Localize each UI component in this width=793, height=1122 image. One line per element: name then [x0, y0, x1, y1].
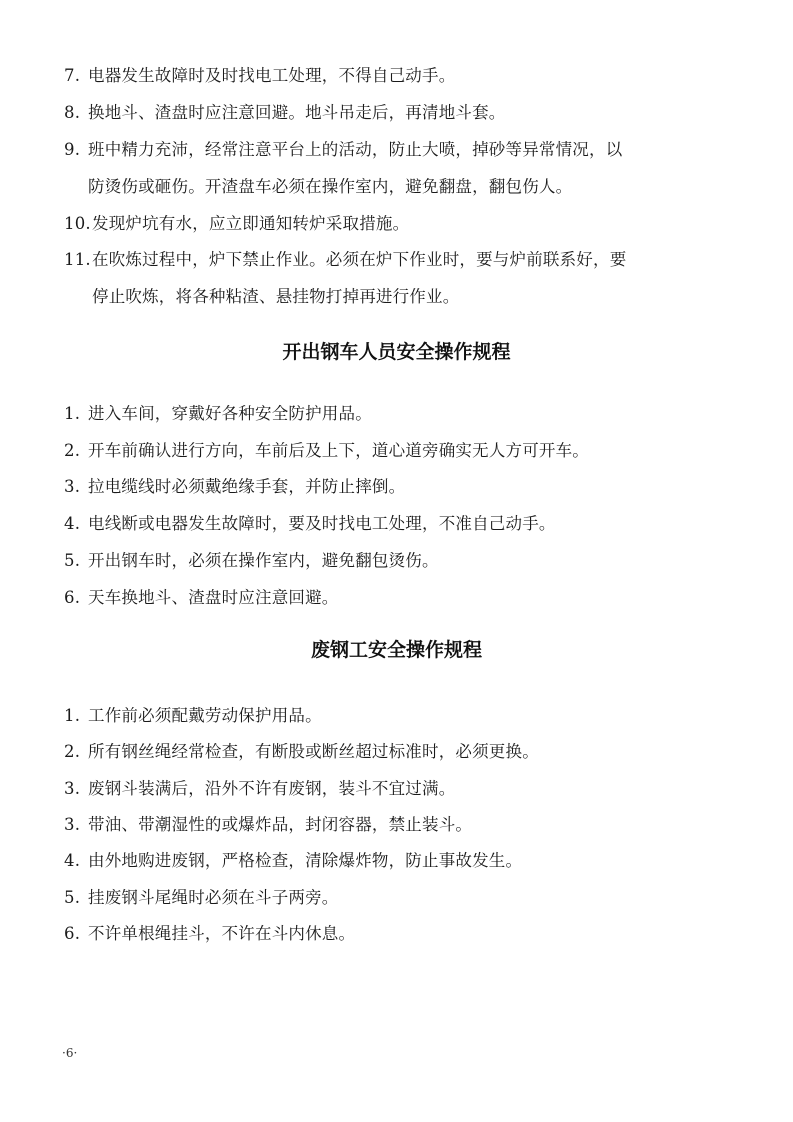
- list-item: [64, 588, 339, 608]
- item-text: 开出钢车时，必须在操作室内，避免翻包烫伤。: [88, 551, 439, 570]
- list-item: [64, 888, 339, 908]
- item-text: 由外地购进废钢，严格检查，清除爆炸物，防止事故发生。: [88, 851, 523, 870]
- list-item: [64, 924, 355, 944]
- list-item: [64, 815, 472, 835]
- list-item: [64, 140, 622, 160]
- item-number: 5.: [64, 888, 81, 907]
- item-number: 4.: [64, 851, 81, 870]
- item-text: 电器发生故障时及时找电工处理，不得自己动手。: [88, 66, 456, 85]
- item-text: 开车前确认进行方向，车前后及上下，道心道旁确实无人方可开车。: [88, 441, 589, 460]
- item-text: 挂废钢斗尾绳时必须在斗子两旁。: [88, 888, 339, 907]
- item-number: 4.: [64, 514, 81, 533]
- item-number: 5.: [64, 551, 81, 570]
- list-item-continuation: 防烫伤或砸伤。开渣盘车必须在操作室内，避免翻盘，翻包伤人。: [88, 177, 573, 196]
- item-text: 废钢斗装满后，沿外不许有废钢，装斗不宜过满。: [88, 779, 456, 798]
- item-text: 换地斗、渣盘时应注意回避。地斗吊走后，再清地斗套。: [88, 103, 506, 122]
- item-number: 1.: [64, 404, 81, 423]
- list-item: [64, 851, 522, 871]
- list-item: [64, 706, 322, 726]
- list-item: [64, 514, 556, 534]
- item-text: 在吹炼过程中，炉下禁止作业。必须在炉下作业时，要与炉前联系好，要: [92, 250, 627, 269]
- item-text: 电线断或电器发生故障时，要及时找电工处理，不准自己动手。: [88, 514, 556, 533]
- item-number: 10.: [64, 214, 91, 233]
- item-text: 班中精力充沛，经常注意平台上的活动，防止大喷，掉砂等异常情况，以: [88, 140, 623, 159]
- item-number: 6.: [64, 588, 81, 607]
- item-number: 6.: [64, 924, 81, 943]
- item-text: 拉电缆线时必须戴绝缘手套，并防止摔倒。: [88, 477, 406, 496]
- item-text: 所有钢丝绳经常检查，有断股或断丝超过标准时，必须更换。: [88, 742, 539, 761]
- item-number: 11.: [64, 250, 91, 269]
- item-number: 9.: [64, 140, 81, 159]
- item-number: 2.: [64, 742, 81, 761]
- list-item: [64, 250, 626, 270]
- list-item: [64, 66, 455, 86]
- section-title: 开出钢车人员安全操作规程: [282, 341, 511, 363]
- item-text: 不许单根绳挂斗，不许在斗内休息。: [88, 924, 356, 943]
- item-number: 2.: [64, 441, 81, 460]
- item-number: 1.: [64, 706, 81, 725]
- item-number: 3.: [64, 477, 81, 496]
- item-text: 天车换地斗、渣盘时应注意回避。: [88, 588, 339, 607]
- list-item: [64, 742, 539, 762]
- item-text: 发现炉坑有水，应立即通知转炉采取措施。: [92, 214, 410, 233]
- item-text: 进入车间，穿戴好各种安全防护用品。: [88, 404, 372, 423]
- item-text: 工作前必须配戴劳动保护用品。: [88, 706, 322, 725]
- list-item: [64, 779, 455, 799]
- item-number: 7.: [64, 66, 81, 85]
- list-item: [64, 214, 409, 234]
- list-item: [64, 551, 439, 571]
- list-item: [64, 477, 405, 497]
- page-number: ·6·: [62, 1046, 78, 1060]
- item-number: 3.: [64, 815, 81, 834]
- section-title: 废钢工安全操作规程: [310, 639, 482, 661]
- item-number: 8.: [64, 103, 81, 122]
- list-item: [64, 404, 372, 424]
- list-item-continuation: 停止吹炼，将各种粘渣、悬挂物打掉再进行作业。: [92, 287, 460, 306]
- item-text: 带油、带潮湿性的或爆炸品，封闭容器，禁止装斗。: [88, 815, 473, 834]
- list-item: [64, 103, 506, 123]
- list-item: [64, 441, 589, 461]
- item-number: 3.: [64, 779, 81, 798]
